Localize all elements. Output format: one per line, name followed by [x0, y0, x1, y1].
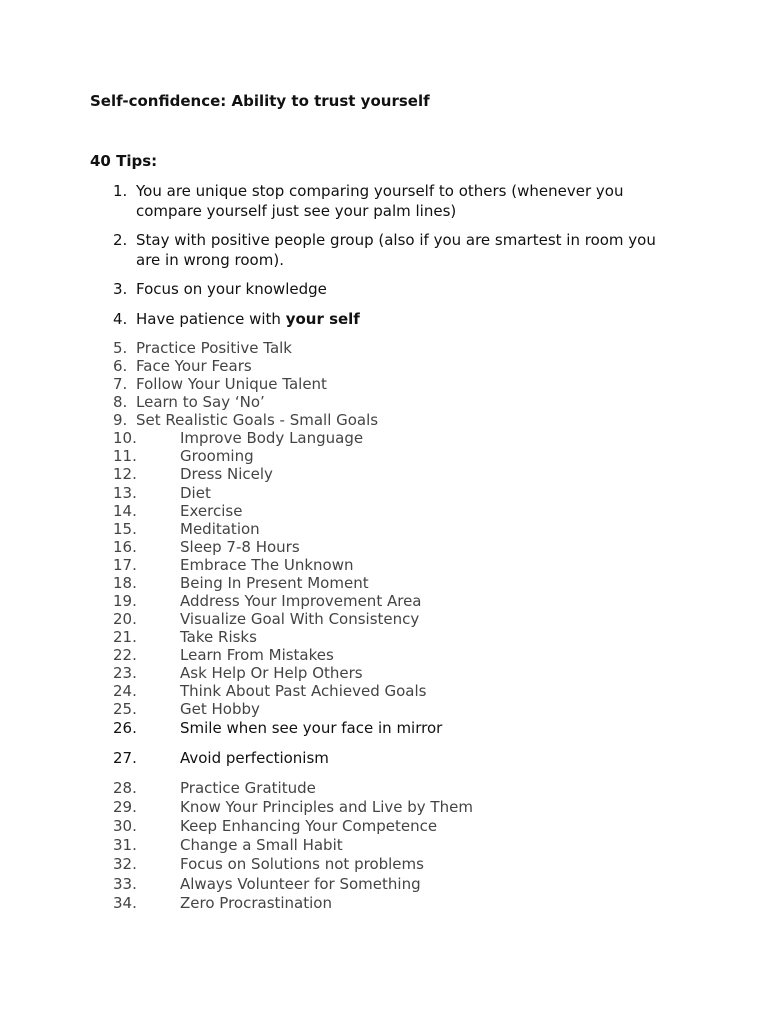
list-item-number: 24.	[113, 682, 137, 700]
list-item-text: Follow Your Unique Talent	[136, 375, 327, 393]
list-item-text: Ask Help Or Help Others	[180, 664, 363, 682]
list-item-text: Embrace The Unknown	[180, 556, 354, 574]
list-item-number: 3.	[113, 280, 128, 298]
tips-heading: 40 Tips:	[90, 152, 158, 170]
list-item-text: Sleep 7-8 Hours	[180, 538, 300, 556]
list-item-text: Grooming	[180, 447, 254, 465]
list-item-text: Exercise	[180, 502, 243, 520]
list-item-number: 14.	[113, 502, 137, 520]
list-item-text: Think About Past Achieved Goals	[180, 682, 427, 700]
list-item-text: Meditation	[180, 520, 260, 538]
list-item-text: Dress Nicely	[180, 465, 273, 483]
list-item-text: Focus on your knowledge	[136, 280, 327, 298]
list-item-text: Learn From Mistakes	[180, 646, 334, 664]
list-item-number: 21.	[113, 628, 137, 646]
list-item-number: 13.	[113, 484, 137, 502]
list-item-text: Change a Small Habit	[180, 836, 343, 854]
list-item-number: 5.	[113, 339, 128, 357]
list-item-text-bold: your self	[285, 310, 360, 328]
list-item-number: 34.	[113, 894, 137, 912]
list-item-number: 25.	[113, 700, 137, 718]
document-title: Self-confidence: Ability to trust yourself	[90, 92, 430, 110]
list-item-text: Practice Positive Talk	[136, 339, 292, 357]
list-item-text: Focus on Solutions not problems	[180, 855, 424, 873]
list-item-number: 33.	[113, 875, 137, 893]
list-item-number: 4.	[113, 310, 128, 328]
list-item-number: 11.	[113, 447, 137, 465]
list-item-number: 22.	[113, 646, 137, 664]
list-item-text: Visualize Goal With Consistency	[180, 610, 420, 628]
list-item-text: Diet	[180, 484, 211, 502]
list-item-number: 31.	[113, 836, 137, 854]
list-item-text: Face Your Fears	[136, 357, 252, 375]
list-item-number: 27.	[113, 749, 137, 767]
list-item-text: Take Risks	[180, 628, 257, 646]
list-item-number: 29.	[113, 798, 137, 816]
list-item-text: Being In Present Moment	[180, 574, 369, 592]
list-item-text: Get Hobby	[180, 700, 260, 718]
list-item-number: 20.	[113, 610, 137, 628]
list-item-text: Address Your Improvement Area	[180, 592, 422, 610]
list-item-text: You are unique stop comparing yourself to others (whenever you compare yourself just see your palm lines)	[136, 182, 624, 220]
list-item-number: 9.	[113, 411, 128, 429]
list-item-number: 2.	[113, 231, 128, 249]
list-item-number: 28.	[113, 779, 137, 797]
list-item-number: 16.	[113, 538, 137, 556]
list-item-text: Know Your Principles and Live by Them	[180, 798, 473, 816]
list-item-number: 15.	[113, 520, 137, 538]
list-item-text: Learn to Say ‘No’	[136, 393, 265, 411]
list-item-number: 26.	[113, 719, 137, 737]
list-item-text: Improve Body Language	[180, 429, 364, 447]
list-item-text	[136, 310, 360, 330]
list-item-text: Keep Enhancing Your Competence	[180, 817, 438, 835]
list-item-number: 8.	[113, 393, 128, 411]
list-item-number: 23.	[113, 664, 137, 682]
list-item-number: 7.	[113, 375, 128, 393]
list-item-text: Zero Procrastination	[180, 894, 332, 912]
list-item-text: Always Volunteer for Something	[180, 875, 421, 893]
list-item-text-regular: Have patience with	[136, 310, 286, 328]
list-item-text: Smile when see your face in mirror	[180, 719, 443, 737]
list-item-number: 32.	[113, 855, 137, 873]
list-item-text: Stay with positive people group (also if you are smartest in room you are in wrong room).	[136, 231, 656, 269]
list-item-number: 18.	[113, 574, 137, 592]
list-item-number: 17.	[113, 556, 137, 574]
list-item-number: 6.	[113, 357, 128, 375]
list-item-number: 30.	[113, 817, 137, 835]
list-item-number: 1.	[113, 182, 128, 200]
list-item-number: 12.	[113, 465, 137, 483]
list-item-text: Practice Gratitude	[180, 779, 316, 797]
list-item-text: Set Realistic Goals - Small Goals	[136, 411, 379, 429]
list-item-text: Avoid perfectionism	[180, 749, 329, 767]
list-item-number: 19.	[113, 592, 137, 610]
list-item-number: 10.	[113, 429, 137, 447]
